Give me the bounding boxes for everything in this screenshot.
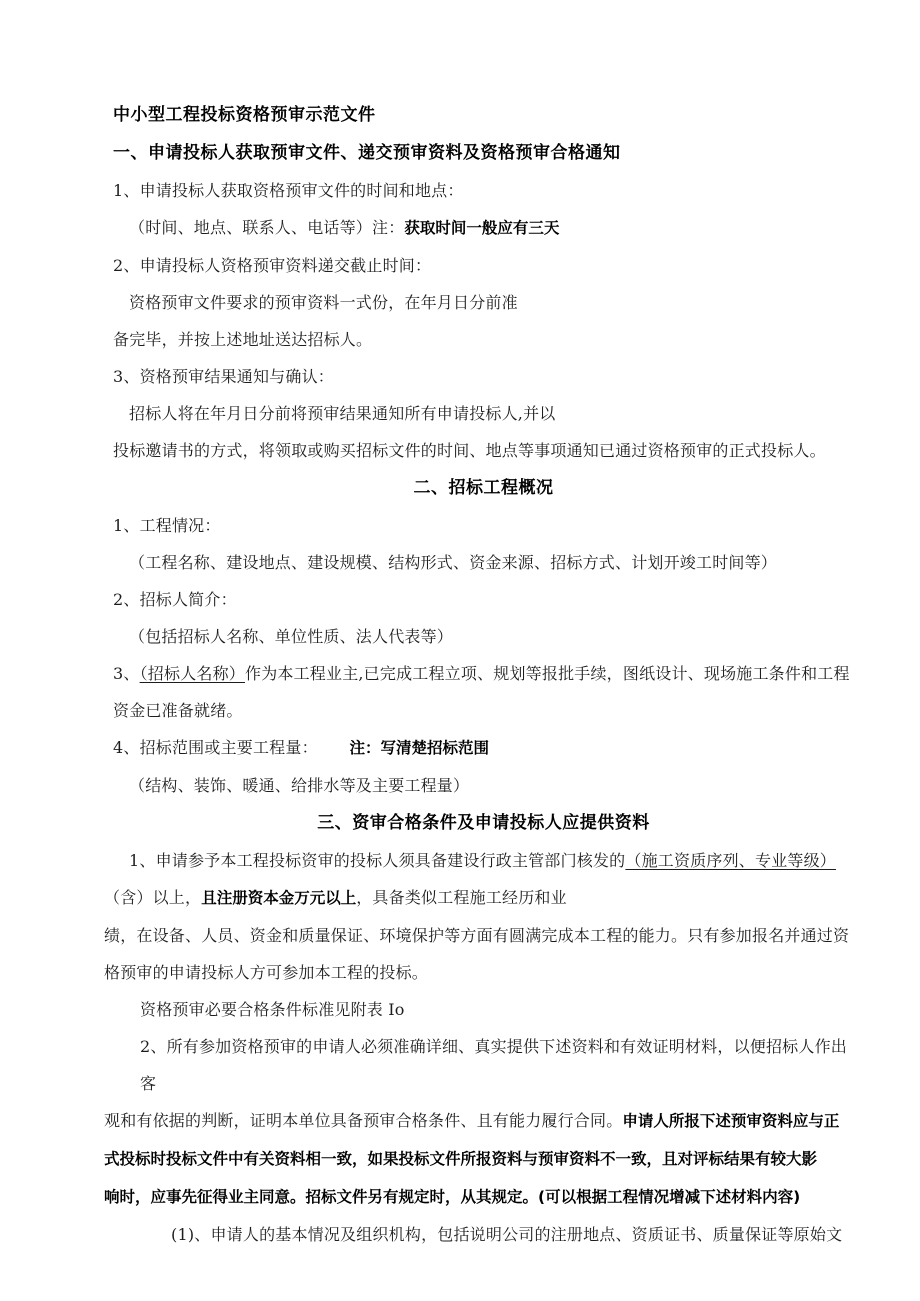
item-2-4-note [113,767,854,804]
text-segment: 一、申请投标人获取预审文件、递交预审资料及资格预审合格通知 [113,143,621,163]
item-1-1-note [113,209,854,247]
section-3-heading [113,804,854,842]
text-segment: 绩，在设备、人员、资金和质量保证、环境保护等方面有圆满完成本工程的能力。只有参加报名并通过资 [104,926,850,945]
section-1-heading [113,134,854,172]
text-segment: ，具备类似工程施工经历和业 [356,888,567,907]
item-1-2-text-a [113,284,854,321]
text-segment: 申请人所报下述预审资料应与正 [622,1112,840,1130]
text-segment: 且注册资本金万元以上 [201,889,357,907]
item-3-2-text-c [104,1140,854,1178]
text-segment: 注：写清楚招标范围 [349,739,490,757]
text-segment: （含）以上， [104,888,202,907]
item-3-1-text-a [113,842,854,879]
text-segment: 招标人将在年月日分前将预审结果通知所有申请投标人,并以 [129,404,556,423]
item-3-1-text-b [104,879,854,917]
item-2-3-text-b [113,692,854,729]
item-1-2 [113,247,854,284]
text-segment: 观和有依据的判断，证明本单位具备预审合格条件、且有能力履行合同。 [104,1111,623,1130]
text-segment: 1、工程情况： [113,516,221,535]
item-2-4 [113,729,854,767]
text-segment: （施工资质序列、专业等级） [625,851,836,870]
item-1-3 [113,358,854,395]
text-segment: 2、所有参加资格预审的申请人必须准确详细、真实提供下述资料和有效证明材料，以便招标人作出客 [140,1037,847,1093]
text-segment: （结构、装饰、暖通、给排水等及主要工程量） [129,776,470,795]
item-3-2-text-d [104,1178,854,1216]
text-segment: 备完毕，并按上述地址送达招标人。 [113,330,373,349]
text-segment: 投标邀请书的方式，将领取或购买招标文件的时间、地点等事项通知已通过资格预审的正式投标人。 [113,441,826,460]
item-1-3-text-a [113,395,854,432]
text-segment: 资格预审必要合格条件标准见附表 Io [140,1000,405,1019]
text-segment: 格预审的申请投标人方可参加本工程的投标。 [104,963,429,982]
text-segment: （招标人名称） [139,664,245,683]
text-segment: （工程名称、建设地点、建设规模、结构形式、资金来源、招标方式、计划开竣工时间等） [129,553,778,572]
text-segment: （包括招标人名称、单位性质、法人代表等） [129,627,454,646]
item-1-2-text-b [113,321,854,358]
item-1-3-text-b [113,432,854,469]
item-2-2 [113,581,854,618]
item-2-1 [113,507,854,544]
text-segment: 作为本工程业主,已完成工程立项、规划等报批手续，图纸设计、现场施工条件和工程 [245,664,850,683]
item-3-2-sub-1 [113,1216,854,1253]
text-segment: 3、资格预审结果通知与确认： [113,367,334,386]
text-segment: 4、招标范围或主要工程量： [113,738,350,757]
text-segment: 式投标时投标文件中有关资料相一致，如果投标文件所报资料与预审资料不一致，且对评标结果有较大影 [104,1150,818,1168]
text-segment: 资格预审文件要求的预审资料一式份，在年月日分前准 [129,293,518,312]
text-segment: 二、招标工程概况 [413,478,554,498]
doc-title [113,96,854,134]
item-3-1-text-c [104,917,854,954]
text-segment: 1、申请投标人获取资格预审文件的时间和地点： [113,181,464,200]
item-2-3-text-a [113,655,854,692]
item-3-1-text-e [113,991,854,1028]
item-3-1-text-d [104,954,854,991]
item-3-2-text-b [104,1102,854,1140]
text-segment: 中小型工程投标资格预审示范文件 [113,105,376,125]
text-segment: 三、资审合格条件及申请投标人应提供资料 [317,813,650,833]
item-2-2-note [113,618,854,655]
text-segment: 资金已准备就绪。 [113,701,243,720]
text-segment: 2、申请投标人资格预审资料递交截止时间： [113,256,432,275]
text-segment: 3、 [113,664,140,683]
text-segment: 响时，应事先征得业主同意。招标文件另有规定时，从其规定。(可以根据工程情况增减下述材料内容) [104,1188,801,1206]
text-segment: （时间、地点、联系人、电话等）注： [129,218,405,237]
item-1-1 [113,172,854,209]
text-segment: 获取时间一般应有三天 [404,219,560,237]
section-2-heading [113,469,854,507]
text-segment: 2、招标人简介： [113,590,237,609]
item-3-2-text-a [113,1028,854,1102]
text-segment: (1)、申请人的基本情况及组织机构，包括说明公司的注册地点、资质证书、质量保证等原始文 [171,1225,843,1244]
text-segment: 1、申请参予本工程投标资审的投标人须具备建设行政主管部门核发的 [129,851,626,870]
item-2-1-note [113,544,854,581]
